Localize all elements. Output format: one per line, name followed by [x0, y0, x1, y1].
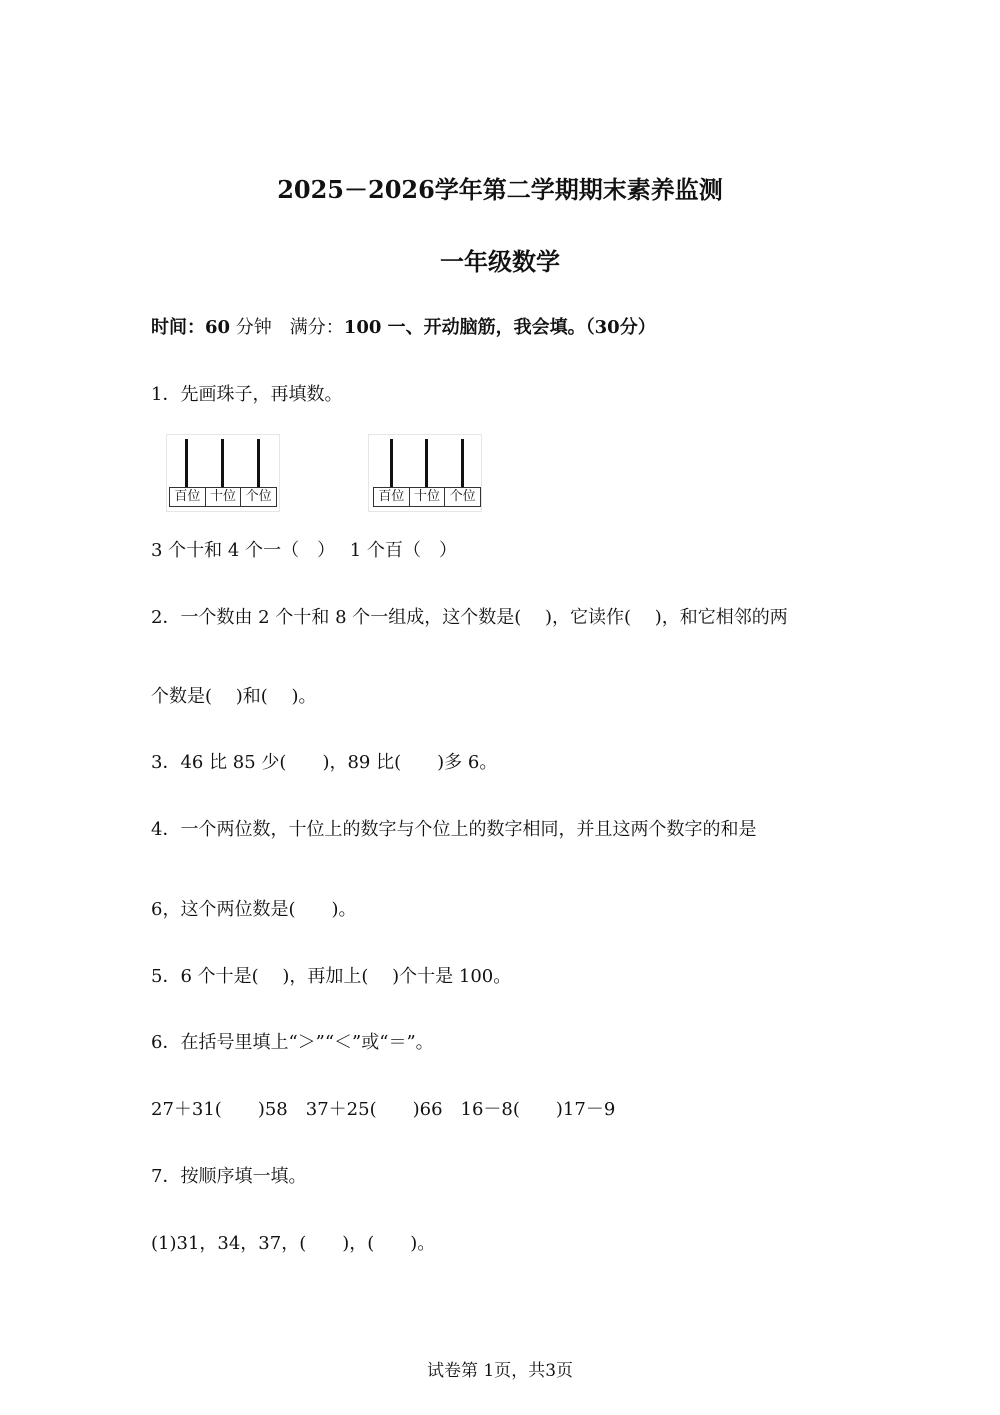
page-footer: 试卷第 1页，共3页	[426, 1361, 574, 1381]
section-1-heading: 一、开动脑筋，我会填。（30分）	[381, 317, 656, 338]
exam-title: 2025－2026学年第二学期期末素养监测	[277, 175, 723, 204]
place-label-ones: 个位	[449, 489, 476, 504]
question-6: 6．在括号里填上“＞”“＜”或“＝”。	[151, 1032, 434, 1053]
question-7-part-1: (1)31，34，37，( )，( )。	[151, 1233, 436, 1254]
question-6-items: 27＋31( )58 37＋25( )66 16－8( )17－9	[151, 1099, 616, 1120]
exam-info-line	[151, 316, 656, 340]
abacus-rod-hundreds	[390, 439, 393, 487]
question-4-line-1: 4．一个两位数，十位上的数字与个位上的数字相同，并且这两个数字的和是	[151, 819, 757, 840]
question-2-line-1: 2．一个数由 2 个十和 8 个一组成，这个数是( )，它读作( )，和它相邻的两	[151, 607, 788, 628]
time-value: 60	[205, 317, 231, 338]
question-1-answers: 3 个十和 4 个一（ ） 1 个百（ ）	[151, 540, 457, 561]
exam-subtitle: 一年级数学	[440, 247, 560, 276]
time-unit: 分钟	[230, 317, 272, 338]
place-label-hundreds: 百位	[374, 488, 410, 506]
question-1: 1．先画珠子，再填数。	[151, 384, 343, 405]
question-3: 3．46 比 85 少( )，89 比( )多 6。	[151, 752, 498, 773]
place-label-tens: 十位	[410, 488, 446, 506]
question-5: 5．6 个十是( )，再加上( )个十是 100。	[151, 966, 512, 987]
place-label-ones: 个位	[245, 489, 272, 504]
time-label: 时间：	[151, 317, 205, 338]
abacus-rod-ones	[257, 439, 260, 487]
place-label-hundreds: 百位	[170, 488, 206, 506]
question-2-line-2: 个数是( )和( )。	[151, 686, 317, 707]
question-7: 7．按顺序填一填。	[151, 1166, 307, 1187]
abacus-place-labels	[373, 487, 481, 507]
abacus-1	[166, 434, 280, 512]
abacus-rod-tens	[221, 439, 224, 487]
abacus-rod-ones	[461, 439, 464, 487]
abacus-rod-tens	[425, 439, 428, 487]
score-value: 100	[343, 317, 382, 338]
abacus-2	[368, 434, 482, 512]
place-label-tens: 十位	[206, 488, 242, 506]
abacus-place-labels	[169, 487, 277, 507]
score-label: 满分：	[289, 317, 344, 338]
abacus-rod-hundreds	[185, 439, 188, 487]
question-4-line-2: 6，这个两位数是( )。	[151, 899, 357, 920]
